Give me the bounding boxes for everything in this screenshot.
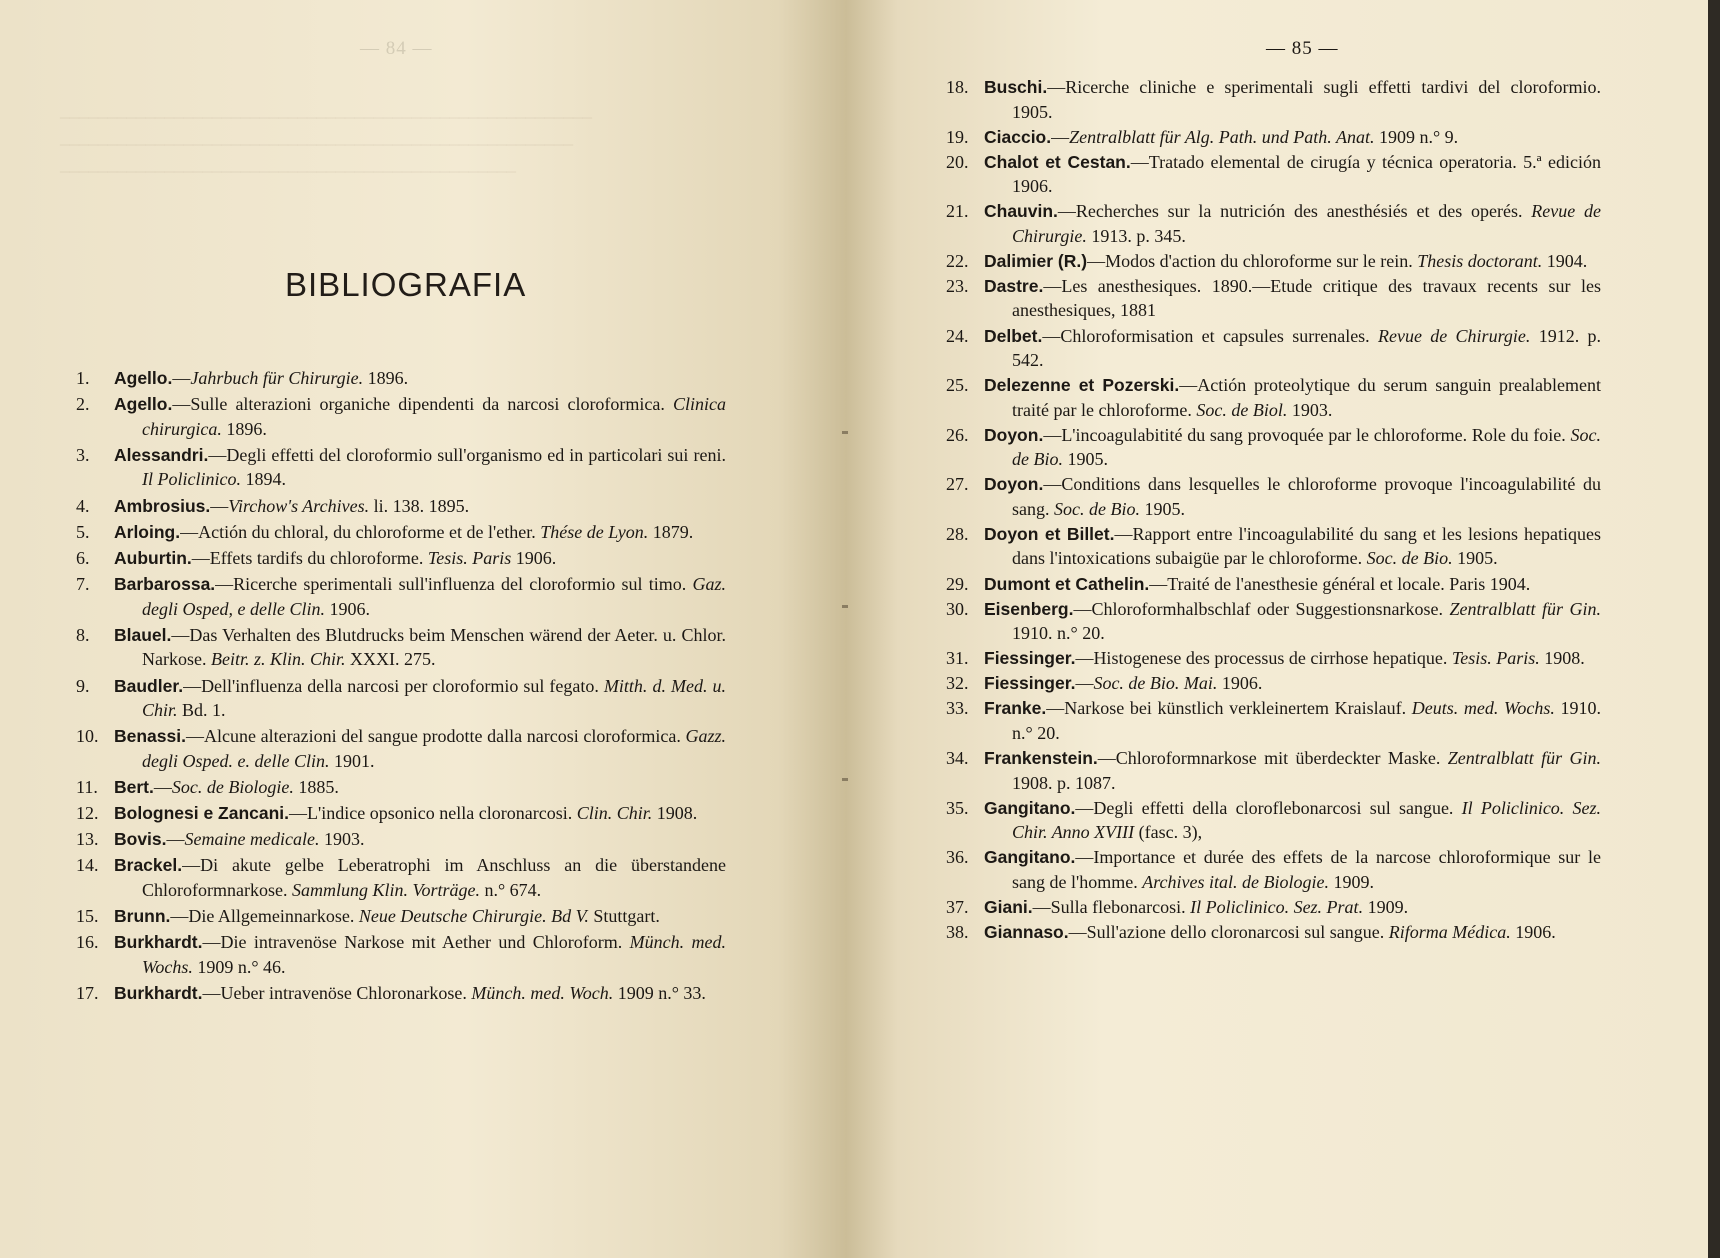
entry-body	[984, 125, 1601, 150]
entry-body	[984, 75, 1601, 124]
entry-author: Dalimier (R.)	[984, 250, 1088, 271]
entry-author: Auburtin.	[114, 547, 192, 568]
entry-reference: Jahrbuch für Chirurgie.	[190, 368, 364, 388]
entry-author: Brackel.	[114, 855, 183, 876]
bibliography-entry	[946, 671, 1601, 696]
bibliography-entry	[76, 904, 726, 929]
entry-reference: Soc. de Biol.	[1196, 399, 1288, 420]
entry-author: Delbet.	[984, 325, 1043, 346]
entry-tail: 1894.	[240, 469, 286, 490]
entry-number: 3.	[76, 444, 90, 465]
bibliography-entry	[76, 674, 726, 723]
bibliography-entry	[946, 373, 1601, 422]
entry-tail: 1905.	[1139, 498, 1185, 519]
entry-reference: Münch. med. Woch.	[471, 983, 614, 1003]
entry-text: —Sull'azione dello cloronarcosi sul sangue.	[1068, 921, 1389, 942]
entry-text: —Chloroformisation et capsules surrenales.	[1042, 325, 1378, 346]
entry-text: —Modos d'action du chloroforme sur le rein.	[1087, 250, 1418, 271]
left-entry-list	[76, 366, 726, 1007]
bibliography-entry	[946, 696, 1601, 745]
left-page	[0, 0, 846, 1258]
entry-body	[114, 904, 726, 929]
entry-reference: Il Policlinico.	[142, 469, 241, 490]
entry-author: Agello.	[114, 394, 173, 415]
bibliography-entry	[946, 199, 1601, 248]
entry-text: —Degli effetti della cloroflebonarcosi sul sangue.	[1075, 797, 1462, 818]
bibliography-title: BIBLIOGRAFIA	[285, 266, 527, 303]
entry-author: Franke.	[984, 698, 1047, 719]
entry-tail: (fasc. 3),	[1134, 822, 1203, 843]
entry-reference: Thesis doctorant.	[1417, 250, 1543, 271]
entry-author: Bolognesi e Zancani.	[114, 803, 290, 824]
right-page	[846, 0, 1708, 1258]
entry-body	[984, 597, 1601, 646]
entry-reference: Zentralblatt für Gin.	[1447, 748, 1602, 768]
entry-number: 8.	[76, 624, 90, 645]
entry-text: —Das Verhalten des Blutdrucks beim Menschen wärend der Aeter. u. Chlor. Narkose.	[142, 624, 726, 670]
entry-reference: Gazz. degli Osped. e. delle Clin.	[142, 726, 726, 771]
entry-text: —Actión proteolytique du serum sanguin prealablement traité par le chloroforme.	[1012, 375, 1601, 420]
entry-text: —Les anesthesiques. 1890.—Etude critique des travaux recents sur les anesthesiques, 1881	[1012, 275, 1601, 321]
bibliography-entry	[946, 597, 1601, 646]
entry-body	[114, 494, 726, 519]
bibliography-entry	[946, 324, 1601, 373]
entry-text: —	[172, 368, 191, 388]
entry-author: Chauvin.	[984, 201, 1058, 222]
entry-body	[114, 392, 726, 441]
entry-reference: Tesis. Paris.	[1451, 648, 1540, 669]
entry-number: 16.	[76, 932, 99, 953]
entry-text: —L'indice opsonico nella cloronarcosi.	[289, 803, 577, 824]
entry-body	[984, 249, 1601, 274]
entry-author: Eisenberg.	[984, 598, 1074, 619]
entry-reference: Neue Deutsche Chirurgie. Bd V.	[358, 906, 589, 927]
right-entry-list	[946, 75, 1601, 945]
entry-number: 20.	[946, 151, 969, 172]
entry-author: Agello.	[114, 368, 173, 388]
entry-text: —Actión du chloral, du chloroforme et de l'ether.	[180, 521, 541, 542]
entry-number: 19.	[946, 126, 969, 147]
entry-reference: Deuts. med. Wochs.	[1411, 698, 1555, 719]
entry-author: Brunn.	[114, 906, 171, 927]
bibliography-entry	[76, 494, 726, 519]
gutter-mark	[842, 431, 848, 434]
entry-body	[984, 522, 1601, 571]
entry-text: —Ricerche sperimentali sull'influenza del cloroformio sul timo.	[215, 574, 693, 595]
entry-body	[114, 981, 726, 1006]
bibliography-entry	[946, 274, 1601, 323]
entry-reference: Virchow's Archives.	[228, 495, 370, 516]
entry-number: 37.	[946, 896, 969, 917]
entry-reference: Semaine medicale.	[184, 829, 320, 850]
entry-author: Doyon.	[984, 424, 1044, 445]
page-edge	[1708, 0, 1720, 1258]
entry-tail: 1906.	[511, 547, 557, 568]
bibliography-entry	[946, 423, 1601, 472]
entry-author: Ciaccio.	[984, 126, 1052, 147]
entry-tail: 1912. p. 542.	[1012, 325, 1602, 371]
entry-text: —	[153, 776, 172, 797]
bibliography-entry	[946, 472, 1601, 521]
entry-text: —Conditions dans lesquelles le chloroforme provoque l'incoagulabilité du sang.	[1012, 474, 1601, 519]
entry-text: —Narkose bei künstlich verkleinertem Kraislauf.	[1046, 698, 1412, 719]
entry-body	[984, 150, 1601, 199]
entry-text: —Effets tardifs du chloroforme.	[191, 547, 428, 568]
entry-tail: 1905.	[1452, 548, 1498, 569]
bibliography-entry	[76, 572, 726, 621]
bibliography-entry	[76, 724, 726, 773]
bibliography-entry	[76, 392, 726, 441]
entry-body	[114, 724, 726, 773]
entry-number: 2.	[76, 394, 90, 415]
entry-author: Arloing.	[114, 521, 181, 542]
entry-number: 5.	[76, 521, 90, 542]
entry-author: Fiessinger.	[984, 648, 1076, 669]
entry-tail: 1879.	[648, 521, 694, 542]
entry-tail: 1910. n.° 20.	[1012, 623, 1105, 644]
entry-text: —	[210, 495, 229, 516]
entry-text: —	[1075, 673, 1094, 694]
entry-reference: Clinica chirurgica.	[142, 394, 726, 439]
entry-author: Barbarossa.	[114, 574, 216, 595]
entry-tail: 1909 n.° 46.	[192, 956, 286, 977]
entry-tail: 1885.	[293, 776, 339, 797]
entry-tail: 1908. p. 1087.	[1012, 772, 1116, 793]
entry-reference: Archives ital. de Biologie.	[1142, 871, 1330, 892]
entry-body	[114, 520, 726, 545]
bibliography-entry	[946, 845, 1601, 894]
entry-body	[984, 796, 1601, 845]
entry-author: Ambrosius.	[114, 495, 211, 516]
entry-tail: 1901.	[329, 750, 375, 771]
bibliography-entry	[946, 522, 1601, 571]
entry-author: Buschi.	[984, 77, 1048, 97]
entry-tail: 1906.	[1510, 921, 1556, 942]
entry-body	[984, 895, 1601, 920]
entry-text: —Recherches sur la nutrición des anesthésiés et des operés.	[1057, 201, 1532, 222]
entry-body	[984, 472, 1601, 521]
entry-body	[984, 646, 1601, 671]
gutter-mark	[842, 605, 848, 608]
entry-author: Blauel.	[114, 624, 172, 645]
entry-author: Giani.	[984, 896, 1033, 917]
entry-text: —Dell'influenza della narcosi per cloroformio sul fegato.	[183, 675, 604, 696]
entry-author: Delezenne et Pozerski.	[984, 375, 1180, 396]
entry-number: 26.	[946, 424, 969, 445]
entry-number: 1.	[76, 368, 90, 388]
entry-tail: 1906.	[324, 598, 370, 619]
entry-tail: 1896.	[221, 418, 267, 439]
entry-tail: 1908.	[1539, 648, 1585, 669]
entry-text: —Di akute gelbe Leberatrophi im Anschluss an die überstandene Chloroformnarkose.	[142, 855, 726, 900]
entry-text: —Rapport entre l'incoagulabilité du sang et les lesions hepatiques dans l'intoxications subaigüe par le chloroforme.	[1012, 523, 1601, 569]
bibliography-entry	[946, 646, 1601, 671]
bibliography-entry	[76, 443, 726, 492]
bibliography-entry	[946, 572, 1601, 597]
entry-author: Doyon.	[984, 474, 1044, 495]
entry-text: —Tratado elemental de cirugía y técnica operatoria. 5.ª edición 1906.	[1012, 151, 1601, 197]
entry-number: 4.	[76, 495, 90, 516]
entry-reference: Riforma Médica.	[1388, 921, 1511, 942]
entry-reference: Revue de Chirurgie.	[1012, 201, 1602, 246]
entry-number: 25.	[946, 375, 969, 396]
entry-number: 13.	[76, 829, 99, 850]
entry-reference: Il Policlinico. Sez. Chir. Anno XVIII	[1012, 797, 1602, 843]
entry-author: Benassi.	[114, 726, 186, 747]
entry-tail: 1904.	[1542, 250, 1588, 271]
entry-reference: Clin. Chir.	[576, 803, 653, 824]
entry-text: —Importance et durée des effets de la narcose chloroformique sur le sang de l'homme.	[1012, 847, 1601, 892]
entry-number: 22.	[946, 250, 969, 271]
entry-reference: Beitr. z. Klin. Chir.	[210, 649, 346, 670]
entry-reference: Soc. de Bio.	[1054, 498, 1140, 519]
entry-number: 10.	[76, 726, 99, 747]
entry-body	[984, 572, 1601, 597]
entry-number: 36.	[946, 847, 969, 868]
entry-reference: Soc. de Bio.	[1366, 548, 1453, 569]
entry-number: 18.	[946, 77, 969, 97]
entry-tail: li. 138. 1895.	[369, 495, 470, 516]
entry-author: Bert.	[114, 776, 154, 797]
entry-tail: Stuttgart.	[588, 906, 660, 927]
entry-body	[984, 373, 1601, 422]
entry-number: 9.	[76, 675, 90, 696]
entry-reference: Tesis. Paris	[427, 547, 512, 568]
entry-number: 14.	[76, 855, 99, 876]
entry-author: Frankenstein.	[984, 748, 1098, 768]
entry-text: —Chloroformnarkose mit überdeckter Maske.	[1097, 748, 1448, 768]
entry-author: Baudler.	[114, 675, 184, 696]
gutter-mark	[842, 778, 848, 781]
entry-body	[114, 801, 726, 826]
entry-tail: n.° 674.	[479, 879, 542, 900]
entry-text: —Die Allgemeinnarkose.	[170, 906, 359, 927]
entry-tail: 1909 n.° 9.	[1374, 126, 1459, 147]
entry-body	[114, 443, 726, 492]
entry-number: 17.	[76, 983, 99, 1003]
bibliography-entry	[946, 125, 1601, 150]
entry-body	[984, 746, 1601, 795]
bibliography-entry	[946, 75, 1601, 124]
entry-number: 7.	[76, 574, 90, 595]
bibliography-entry	[946, 150, 1601, 199]
entry-tail: 1909.	[1363, 896, 1409, 917]
bibliography-entry	[76, 853, 726, 902]
bibliography-entry	[946, 920, 1601, 945]
entry-reference: Soc. de Biologie.	[171, 776, 294, 797]
entry-number: 33.	[946, 698, 969, 719]
entry-body	[114, 674, 726, 723]
entry-reference: Thése de Lyon.	[540, 521, 649, 542]
entry-text: —Degli effetti del cloroformio sull'organismo ed in particolari sui reni.	[208, 444, 726, 465]
entry-body	[984, 199, 1601, 248]
entry-number: 15.	[76, 906, 99, 927]
entry-body	[114, 827, 726, 852]
entry-author: Alessandri.	[114, 444, 209, 465]
entry-author: Burkhardt.	[114, 983, 203, 1003]
bibliography-entry	[946, 249, 1601, 274]
left-page-number: — 84 —	[360, 38, 433, 59]
entry-number: 12.	[76, 803, 99, 824]
entry-author: Bovis.	[114, 829, 167, 850]
bibliography-entry	[76, 546, 726, 571]
entry-body	[114, 853, 726, 902]
right-page-number: — 85 —	[1266, 38, 1339, 59]
entry-number: 23.	[946, 275, 969, 296]
entry-text: —Alcune alterazioni del sangue prodotte dalla narcosi cloroformica.	[185, 726, 686, 747]
entry-text: —Chloroformhalbschlaf oder Suggestionsnarkose.	[1073, 598, 1450, 619]
entry-body	[984, 423, 1601, 472]
entry-number: 21.	[946, 201, 969, 222]
bleed-through-text: ________________________________________________________ ______________________________________________________ ________________________________________________	[60, 100, 592, 175]
entry-reference: Soc. de Bio.	[1012, 424, 1601, 470]
entry-reference: Zentralblatt für Gin.	[1449, 598, 1602, 619]
entry-number: 28.	[946, 523, 969, 544]
bibliography-entry	[76, 366, 726, 391]
bibliography-entry	[76, 981, 726, 1006]
entry-tail: 1903.	[1287, 399, 1333, 420]
entry-number: 38.	[946, 921, 969, 942]
entry-body	[984, 671, 1601, 696]
bibliography-entry	[76, 520, 726, 545]
entry-tail: 1906.	[1217, 673, 1263, 694]
entry-text: —	[166, 829, 185, 850]
entry-author: Giannaso.	[984, 921, 1069, 942]
entry-tail: 1909 n.° 33.	[613, 983, 706, 1003]
entry-body	[114, 623, 726, 672]
entry-body	[984, 920, 1601, 945]
entry-tail: 1908.	[652, 803, 698, 824]
bibliography-entry	[946, 895, 1601, 920]
entry-text: —	[1051, 126, 1070, 147]
entry-tail: XXXI. 275.	[345, 649, 436, 670]
entry-body	[114, 930, 726, 979]
entry-number: 31.	[946, 648, 969, 669]
entry-number: 32.	[946, 673, 969, 694]
bibliography-entry	[76, 827, 726, 852]
entry-author: Gangitano.	[984, 847, 1076, 868]
entry-text: —Sulla flebonarcosi.	[1032, 896, 1191, 917]
entry-text: —Histogenese des processus de cirrhose hepatique.	[1075, 648, 1452, 669]
entry-text: —L'incoagulabitité du sang provoquée par le chloroforme. Role du foie.	[1043, 424, 1571, 445]
entry-body	[114, 366, 726, 391]
entry-reference: Soc. de Bio. Mai.	[1093, 673, 1218, 694]
entry-text: —Traité de l'anesthesie général et locale. Paris 1904.	[1149, 573, 1531, 594]
entry-number: 6.	[76, 547, 90, 568]
entry-reference: Il Policlinico. Sez. Prat.	[1190, 896, 1364, 917]
entry-body	[984, 696, 1601, 745]
entry-number: 11.	[76, 776, 98, 797]
entry-author: Doyon et Billet.	[984, 523, 1115, 544]
entry-reference: Mitth. d. Med. u. Chir.	[142, 675, 727, 720]
bibliography-entry	[946, 796, 1601, 845]
entry-text: —Ueber intravenöse Chloronarkose.	[202, 983, 472, 1003]
entry-body	[114, 572, 726, 621]
entry-number: 27.	[946, 474, 969, 495]
entry-number: 24.	[946, 325, 969, 346]
entry-tail: Bd. 1.	[177, 700, 226, 720]
entry-tail: 1913. p. 345.	[1086, 225, 1186, 246]
bibliography-entry	[946, 746, 1601, 795]
entry-author: Dastre.	[984, 275, 1044, 296]
entry-tail: 1903.	[319, 829, 365, 850]
bibliography-entry	[76, 775, 726, 800]
bibliography-entry	[76, 801, 726, 826]
entry-body	[984, 324, 1601, 373]
entry-reference: Münch. med. Wochs.	[142, 932, 726, 977]
entry-tail: 1910. n.° 20.	[1012, 698, 1601, 743]
entry-author: Dumont et Cathelin.	[984, 573, 1150, 594]
entry-text: —Die intravenöse Narkose mit Aether und Chloroform.	[202, 932, 630, 953]
entry-author: Gangitano.	[984, 797, 1076, 818]
entry-body	[114, 775, 726, 800]
entry-reference: Zentralblatt für Alg. Path. und Path. Anat.	[1069, 126, 1375, 147]
entry-reference: Sammlung Klin. Vorträge.	[291, 879, 480, 900]
entry-number: 34.	[946, 748, 969, 768]
entry-body	[984, 845, 1601, 894]
entry-author: Fiessinger.	[984, 673, 1076, 694]
entry-tail: 1896.	[363, 368, 409, 388]
entry-author: Burkhardt.	[114, 932, 203, 953]
entry-number: 35.	[946, 797, 969, 818]
entry-text: —Ricerche cliniche e sperimentali sugli effetti tardivi del cloroformio. 1905.	[1012, 77, 1601, 122]
entry-author: Chalot et Cestan.	[984, 151, 1131, 172]
entry-number: 29.	[946, 573, 969, 594]
entry-body	[114, 546, 726, 571]
bibliography-entry	[76, 623, 726, 672]
entry-reference: Gaz. degli Osped, e delle Clin.	[142, 574, 726, 619]
entry-tail: 1909.	[1329, 871, 1375, 892]
bibliography-entry	[76, 930, 726, 979]
entry-text: —Sulle alterazioni organiche dipendenti da narcosi cloroformica.	[172, 394, 673, 415]
entry-tail: 1905.	[1063, 449, 1108, 470]
entry-body	[984, 274, 1601, 323]
entry-number: 30.	[946, 598, 969, 619]
entry-reference: Revue de Chirurgie.	[1378, 325, 1531, 346]
